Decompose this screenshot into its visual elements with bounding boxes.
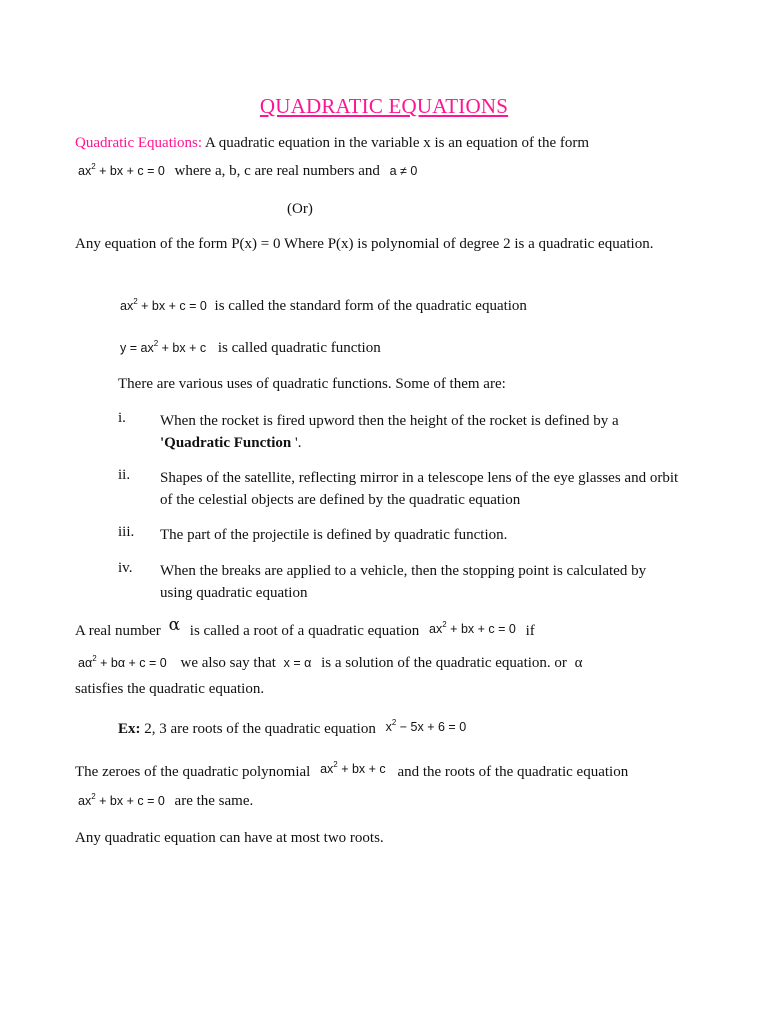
zeroes-line: [75, 760, 629, 781]
alpha-symbol: α: [574, 655, 583, 671]
nonzero-condition: a ≠ 0: [389, 164, 418, 178]
zeroes-text: and the roots of the quadratic equation: [397, 764, 629, 780]
list-item: [160, 467, 680, 511]
page-title: QUADRATIC EQUATIONS: [259, 94, 509, 118]
final-statement: Any quadratic equation can have at most two roots.: [75, 830, 384, 846]
alpha-equation: $a\alpha^2 + b\alpha + c = 0$: [78, 654, 167, 670]
root-definition-line: [75, 615, 535, 640]
polynomial-definition: Any equation of the form P(x) = 0 Where P(x) is polynomial of degree 2 is a quadratic equation.: [75, 236, 654, 252]
zeroes-text: The zeroes of the quadratic polynomial: [75, 764, 311, 780]
zeroes-equation: $ax^2$ + bx + c = 0: [78, 792, 165, 808]
list-item-text: When the rocket is fired upword then the height of the rocket is defined by a: [160, 413, 619, 429]
standard-form-text: is called the standard form of the quadratic equation: [214, 298, 527, 314]
definition-label: Quadratic Equations:: [75, 135, 203, 151]
list-item-number: ii.: [118, 467, 131, 483]
quadratic-function-text: is called quadratic function: [217, 340, 381, 356]
function-equation: $y = ax^2$ + bx + c: [120, 339, 207, 355]
root-text: is called a root of a quadratic equation: [189, 623, 420, 639]
list-item-text: Shapes of the satellite, reflecting mirror in a telescope lens of the eye glasses and orbit of the celestial objects are defined by the quadratic equation: [160, 470, 679, 508]
standard-form-line: [120, 297, 527, 315]
list-item-number: iv.: [118, 560, 133, 576]
intro-equation-line: [78, 162, 417, 180]
list-item-suffix: '.: [291, 435, 302, 451]
list-item-text: The part of the projectile is defined by quadratic function.: [160, 527, 508, 543]
root-satisfies-text: satisfies the quadratic equation.: [75, 681, 265, 697]
zeroes-text: are the same.: [174, 793, 254, 809]
list-item-number: i.: [118, 410, 126, 426]
example-label: Ex:: [118, 721, 141, 737]
example-equation: $x^2 - 5x + 6 = 0$: [385, 718, 467, 734]
list-item: [160, 410, 680, 454]
list-item-text: When the breaks are applied to a vehicle, then the stopping point is calculated by using quadratic equation: [160, 563, 647, 601]
uses-intro: There are various uses of quadratic functions. Some of them are:: [118, 376, 506, 392]
root-text: A real number: [75, 623, 161, 639]
root-text: if: [525, 623, 535, 639]
general-equation: $ax^2$ + bx + c = 0: [78, 162, 165, 178]
polynomial-expression: ax2 + bx + c: [320, 760, 386, 776]
root-condition-line: [78, 654, 583, 672]
example-line: [118, 720, 466, 738]
list-item: [160, 524, 680, 546]
example-text: 2, 3 are roots of the quadratic equation: [144, 721, 376, 737]
root-text: we also say that: [180, 655, 276, 671]
or-label: (Or): [287, 201, 313, 217]
definition-text: A quadratic equation in the variable x is an equation of the form: [204, 135, 590, 151]
x-equals-alpha: x = α: [283, 656, 312, 670]
root-equation: $ax^2$ + bx + c = 0: [429, 620, 516, 636]
intro-line: [75, 135, 589, 152]
coefficients-text: where a, b, c are real numbers and: [174, 163, 380, 179]
standard-equation: $ax^2$ + bx + c = 0: [120, 297, 207, 313]
list-item-number: iii.: [118, 524, 135, 540]
list-item: [160, 560, 680, 604]
quadratic-function-bold: 'Quadratic Function: [160, 435, 292, 451]
alpha-symbol: α: [168, 615, 181, 635]
root-text: is a solution of the quadratic equation. or: [321, 655, 567, 671]
zeroes-line-2: [78, 792, 253, 810]
quadratic-function-line: [120, 339, 381, 357]
